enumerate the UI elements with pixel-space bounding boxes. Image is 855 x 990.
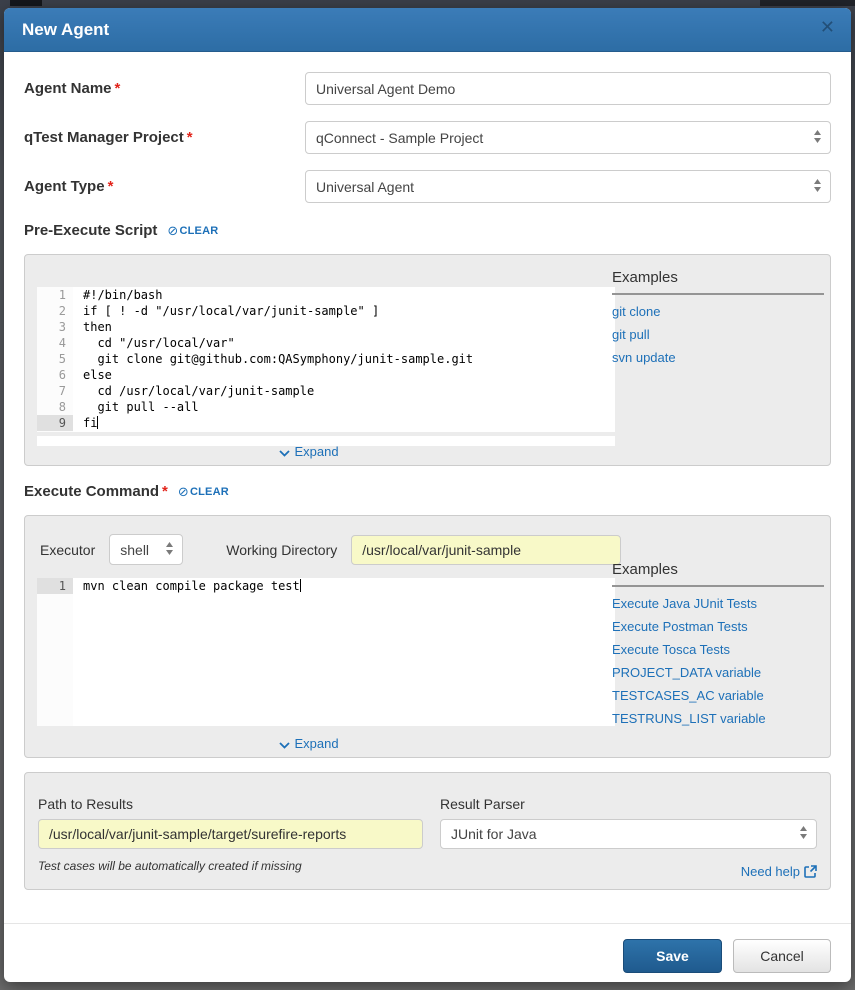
result-parser-select[interactable] <box>440 819 817 849</box>
need-help-link[interactable]: Need help <box>741 864 817 879</box>
pre-execute-clear-button[interactable]: ⊘ CLEAR <box>167 222 219 238</box>
pre-execute-expand-button[interactable]: Expand <box>25 444 593 459</box>
example-link-tosca[interactable]: Execute Tosca Tests <box>612 642 731 657</box>
code-line: if [ ! -d "/usr/local/var/junit-sample" ] <box>83 304 380 318</box>
examples-title: Examples <box>612 269 824 295</box>
project-label: qTest Manager Project * <box>24 129 193 146</box>
external-link-icon <box>804 865 817 878</box>
new-agent-dialog <box>4 8 851 982</box>
example-link-git-clone[interactable]: git clone <box>612 304 661 319</box>
example-link-testcases-ac[interactable]: TESTCASES_AC variable <box>612 688 764 703</box>
execute-command-panel <box>24 515 831 758</box>
examples-title: Examples <box>612 561 824 587</box>
line-number-gutter: 1 2 3 4 5 6 7 8 9 <box>37 287 73 432</box>
example-link-git-pull[interactable]: git pull <box>612 327 650 342</box>
code-line: else <box>83 368 112 382</box>
result-parser-select-value: JUnit for Java <box>451 826 537 842</box>
pre-execute-panel <box>24 254 831 466</box>
execute-command-code-editor[interactable] <box>37 578 615 726</box>
execute-command-clear-button[interactable]: ⊘ CLEAR <box>177 483 229 499</box>
code-line-active: fi <box>83 416 98 430</box>
working-directory-label: Working Directory <box>226 541 338 558</box>
execute-command-title: Execute Command * <box>24 483 168 500</box>
dialog-title: New Agent <box>22 19 110 39</box>
select-stepper-icon <box>799 825 808 843</box>
backdrop-page-fragment <box>10 0 42 6</box>
executor-select-value: shell <box>120 541 150 558</box>
path-to-results-label: Path to Results <box>38 796 133 812</box>
executor-label: Executor <box>40 541 96 558</box>
cancel-button[interactable]: Cancel <box>733 939 831 973</box>
select-stepper-icon <box>165 541 174 559</box>
code-line: cd "/usr/local/var" <box>83 336 235 350</box>
pre-execute-heading <box>24 222 831 239</box>
save-button[interactable]: Save <box>623 939 722 973</box>
project-row <box>24 121 831 154</box>
code-area <box>73 578 615 726</box>
agent-name-label: Agent Name * <box>24 80 121 97</box>
code-line: then <box>83 320 112 334</box>
code-line-active: mvn clean compile package test <box>83 579 300 593</box>
required-asterisk: * <box>162 483 168 500</box>
code-area <box>73 287 615 432</box>
execute-command-examples <box>612 561 824 725</box>
select-stepper-icon <box>813 129 822 147</box>
code-line: git pull --all <box>83 400 199 414</box>
chevron-down-icon <box>279 742 290 749</box>
pre-execute-examples <box>612 269 824 364</box>
path-to-results-input[interactable] <box>38 819 423 849</box>
agent-type-select-value: Universal Agent <box>316 178 415 195</box>
example-link-project-data[interactable]: PROJECT_DATA variable <box>612 665 762 680</box>
example-link-svn-update[interactable]: svn update <box>612 350 676 365</box>
active-line-number: 1 <box>37 578 73 594</box>
dialog-body <box>4 52 851 983</box>
close-icon[interactable]: ✕ <box>819 17 835 37</box>
clear-icon: ⊘ <box>167 222 179 238</box>
code-line: git clone git@github.com:QASymphony/junit-sample.git <box>83 352 474 366</box>
working-directory-input[interactable] <box>351 535 621 565</box>
auto-create-note: Test cases will be automatically created if missing <box>38 859 302 873</box>
clear-icon: ⊘ <box>177 483 189 499</box>
example-link-junit[interactable]: Execute Java JUnit Tests <box>612 596 757 611</box>
executor-row <box>25 516 830 565</box>
backdrop-page-fragment <box>760 0 855 6</box>
agent-type-label: Agent Type * <box>24 178 114 195</box>
chevron-down-icon <box>279 450 290 457</box>
result-parser-label: Result Parser <box>440 796 525 812</box>
dialog-header <box>4 8 851 52</box>
required-asterisk: * <box>107 178 114 195</box>
required-asterisk: * <box>186 129 193 146</box>
required-asterisk: * <box>114 80 121 97</box>
execute-command-expand-button[interactable]: Expand <box>25 736 593 751</box>
project-select[interactable] <box>305 121 831 154</box>
agent-name-input[interactable] <box>305 72 831 105</box>
select-stepper-icon <box>813 178 822 196</box>
code-line: cd /usr/local/var/junit-sample <box>83 384 315 398</box>
project-select-value: qConnect - Sample Project <box>316 129 484 146</box>
execute-command-heading <box>24 483 831 500</box>
code-line: #!/bin/bash <box>83 288 163 302</box>
example-link-testruns-list[interactable]: TESTRUNS_LIST variable <box>612 711 766 726</box>
example-link-postman[interactable]: Execute Postman Tests <box>612 619 748 634</box>
text-cursor <box>300 579 301 592</box>
executor-select[interactable] <box>109 534 183 565</box>
agent-name-row <box>24 72 831 105</box>
pre-execute-title: Pre-Execute Script <box>24 222 158 239</box>
text-cursor <box>97 416 98 429</box>
pre-execute-code-editor[interactable] <box>37 287 615 432</box>
results-panel <box>24 772 831 890</box>
agent-type-row <box>24 170 831 203</box>
agent-type-select[interactable] <box>305 170 831 203</box>
dialog-footer <box>24 924 831 983</box>
line-number-gutter <box>37 578 73 726</box>
active-line-number: 9 <box>37 415 73 431</box>
